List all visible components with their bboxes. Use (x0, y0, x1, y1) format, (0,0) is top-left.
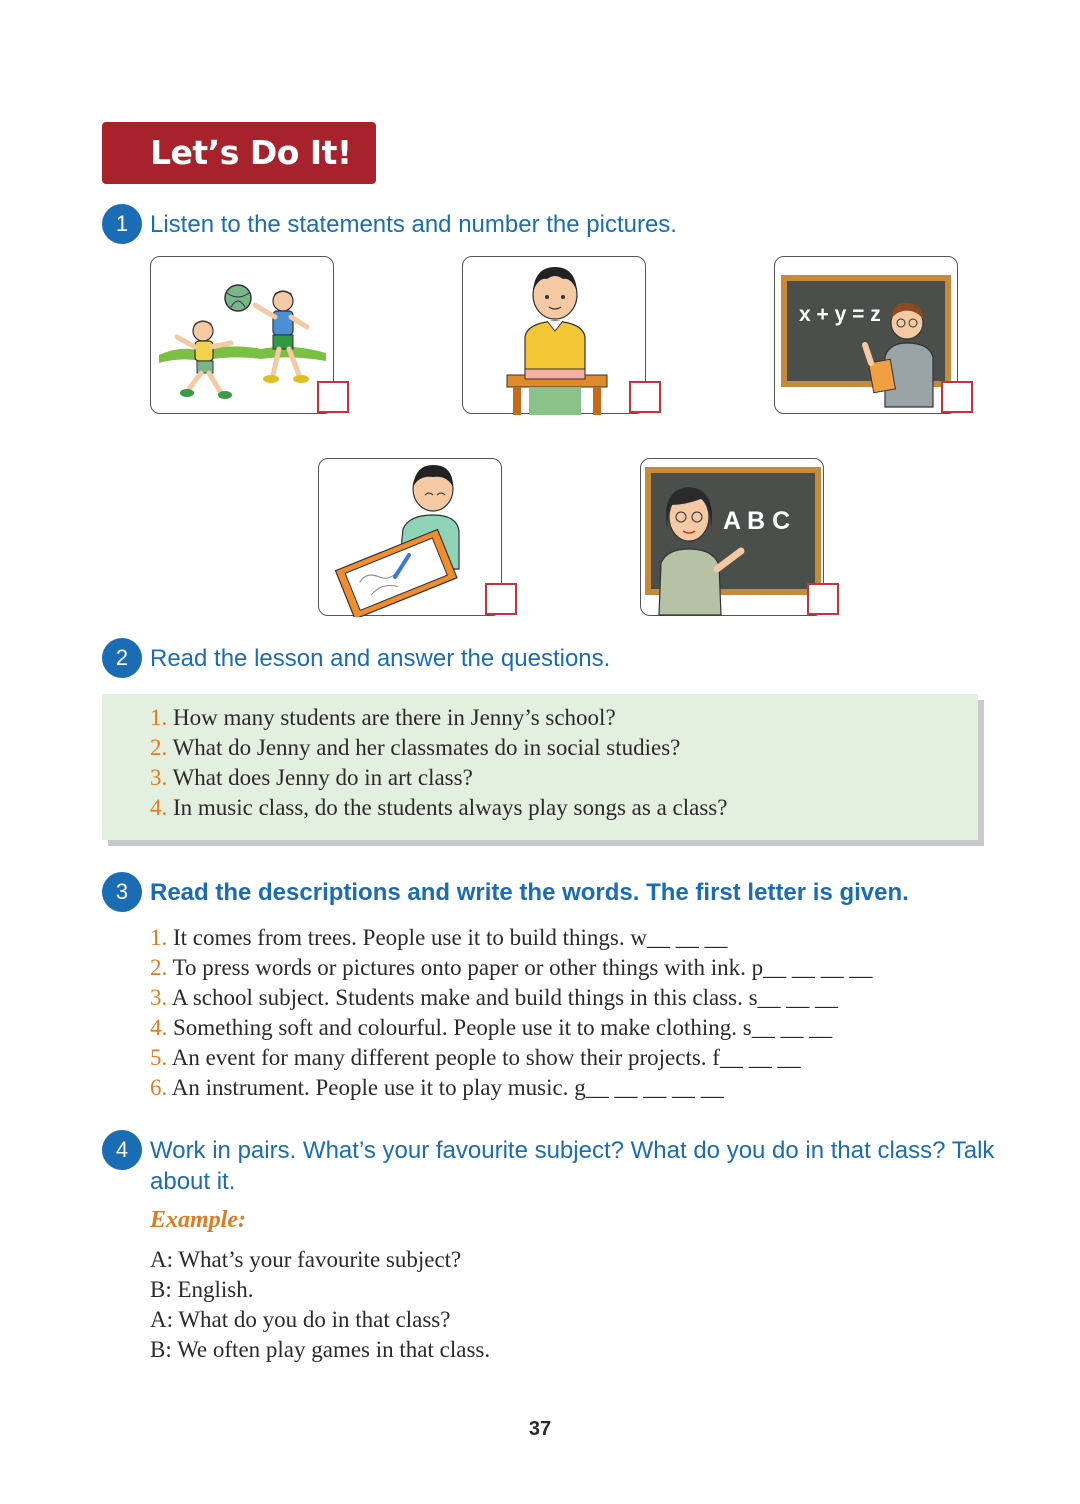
section-3-heading (102, 872, 909, 912)
picture-boy-drawing (318, 458, 502, 616)
answer-box[interactable] (317, 381, 349, 413)
answer-box[interactable] (941, 381, 973, 413)
list-item: 2. What do Jenny and her classmates do in social studies? (150, 735, 681, 760)
section-number: 1 (102, 204, 142, 244)
answer-box[interactable] (807, 583, 839, 615)
descriptions-list (150, 923, 872, 1103)
example-label: Example: (150, 1207, 246, 1233)
page-number: 37 (528, 1418, 552, 1440)
dialog-line: B: We often play games in that class. (150, 1337, 491, 1362)
answer-box[interactable] (629, 381, 661, 413)
list-item: 6. An instrument. People use it to play music. g__ __ __ __ __ (150, 1075, 724, 1100)
section-title: Work in pairs. What’s your favourite subject? What do you do in that class? Talk about it. (150, 1137, 995, 1195)
dialog-line: A: What’s your favourite subject? (150, 1247, 462, 1272)
section-title: Read the lesson and answer the questions. (150, 645, 611, 672)
section-2-heading (102, 638, 610, 678)
list-item: 2. To press words or pictures onto paper or other things with ink. p__ __ __ __ (150, 955, 873, 980)
picture-boy-at-desk (462, 256, 646, 414)
section-number: 2 (102, 638, 142, 678)
list-item: 1. It comes from trees. People use it to build things. w__ __ __ (150, 925, 728, 950)
example-dialog (150, 1245, 490, 1365)
answer-box[interactable] (485, 583, 517, 615)
section-banner: Let’s Do It! (102, 122, 376, 184)
dialog-line: B: English. (150, 1277, 254, 1302)
picture-english-teacher (640, 458, 824, 616)
section-number: 4 (102, 1130, 142, 1170)
list-item: 5. An event for many different people to show their projects. f__ __ __ (150, 1045, 801, 1070)
section-title: Read the descriptions and write the words. The first letter is given. (150, 879, 909, 906)
picture-kids-playing-ball (150, 256, 334, 414)
list-item: 1. How many students are there in Jenny’s school? (150, 705, 616, 730)
section-1-heading (102, 204, 677, 244)
section-4-heading (102, 1130, 1002, 1197)
picture-math-teacher (774, 256, 958, 414)
list-item: 3. What does Jenny do in art class? (150, 765, 473, 790)
dialog-line: A: What do you do in that class? (150, 1307, 451, 1332)
english-board-text: A B C (723, 507, 791, 535)
section-number: 3 (102, 872, 142, 912)
list-item: 4. In music class, do the students always play songs as a class? (150, 795, 728, 820)
math-board-text: x + y = z (799, 303, 881, 326)
list-item: 3. A school subject. Students make and build things in this class. s__ __ __ (150, 985, 839, 1010)
section-title: Listen to the statements and number the pictures. (150, 211, 677, 238)
questions-list (150, 703, 727, 823)
list-item: 4. Something soft and colourful. People use it to make clothing. s__ __ __ (150, 1015, 833, 1040)
